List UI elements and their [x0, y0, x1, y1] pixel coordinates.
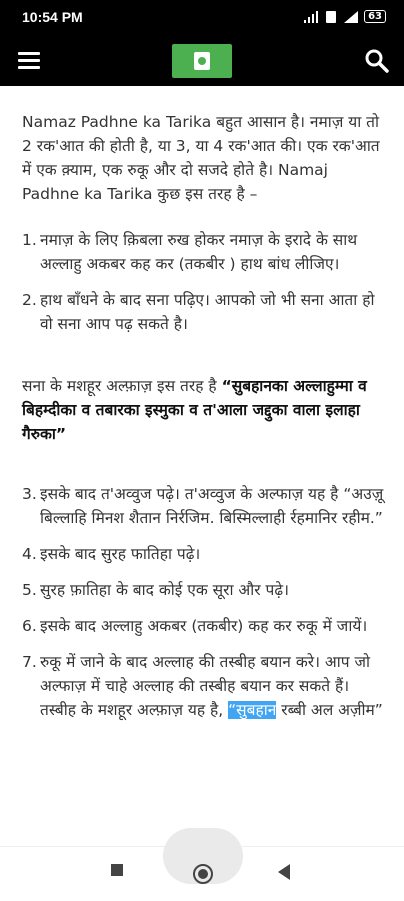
list-item: 4. इसके बाद सुरह फातिहा पढ़े। [22, 545, 201, 563]
recents-icon[interactable] [111, 864, 123, 876]
wifi-signal-icon [344, 11, 358, 23]
signal-icon [304, 11, 318, 23]
home-icon[interactable] [193, 864, 213, 884]
list-item: 3. इसके बाद त'अव्वुज पढ़े। त'अव्वुज के अल्फाज़ यह है “अउज़ू बिल्लाहि मिनश शैतान निर्रजिम. बिस्मिल्लाही र्रहमानिर रहीम.” [22, 485, 384, 527]
article-body [22, 110, 384, 734]
search-icon[interactable] [364, 48, 390, 74]
intro-paragraph: Namaz Padhne ka Tarika बहुत आसान है। नमाज़ या तो 2 रक'आत की होती है, या 3, या 4 रक'आत की। एक रक'आत में एक क़्याम, एक रुकू और दो सजदे होते है। Namaj Padhne ka Tarika कुछ इस तरह है – [22, 113, 380, 203]
status-time: 10:54 PM [22, 9, 83, 25]
steps-list-a [22, 228, 384, 336]
status-bar [0, 0, 404, 38]
battery-icon: 63 [364, 10, 386, 23]
status-icons [304, 10, 386, 23]
back-icon[interactable] [278, 864, 290, 880]
sim-icon [324, 11, 338, 23]
list-item: 6. इसके बाद अल्लाहु अकबर (तकबीर) कह कर रुकू में जायें। [22, 617, 368, 635]
site-logo[interactable] [172, 44, 232, 78]
list-item: 7. रुकू में जाने के बाद अल्लाह की तस्बीह बयान करे। आप जो अल्फाज़ में चाहे अल्लाह की तस्बीह बयान कर सकते हैं। तस्बीह के मशहूर अल्फ़ाज़ यह है, “सुबहान रब्बी अल अज़ीम” [22, 653, 383, 719]
hamburger-menu-icon[interactable] [14, 48, 44, 76]
sana-words: “सुबहानका अल्लाहुम्मा व बिहम्दीका व तबारका इस्मुका व त'आला जद्दुका वाला इलाहा गैरुका” [22, 377, 367, 443]
quran-book-icon [194, 52, 210, 70]
list-item: 2. हाथ बाँधने के बाद सना पढ़िए। आपको जो भी सना आता हो वो सना आप पढ़ सकते है। [22, 291, 375, 333]
text-selection[interactable]: “सुबहान [228, 701, 277, 719]
sana-paragraph: सना के मशहूर अल्फ़ाज़ इस तरह है “सुबहानका अल्लाहुम्मा व बिहम्दीका व तबारका इस्मुका व त'आला जद्दुका वाला इलाहा गैरुका” [22, 377, 367, 443]
steps-list-b [22, 482, 384, 722]
list-item: 5. सुरह फ़ातिहा के बाद कोई एक सूरा और पढ़े। [22, 581, 289, 599]
list-item: 1. नमाज़ के लिए क़िबला रुख होकर नमाज़ के इरादे के साथ अल्लाहु अकबर कह कर (तकबीर ) हाथ बांध लीजिए। [22, 231, 358, 273]
